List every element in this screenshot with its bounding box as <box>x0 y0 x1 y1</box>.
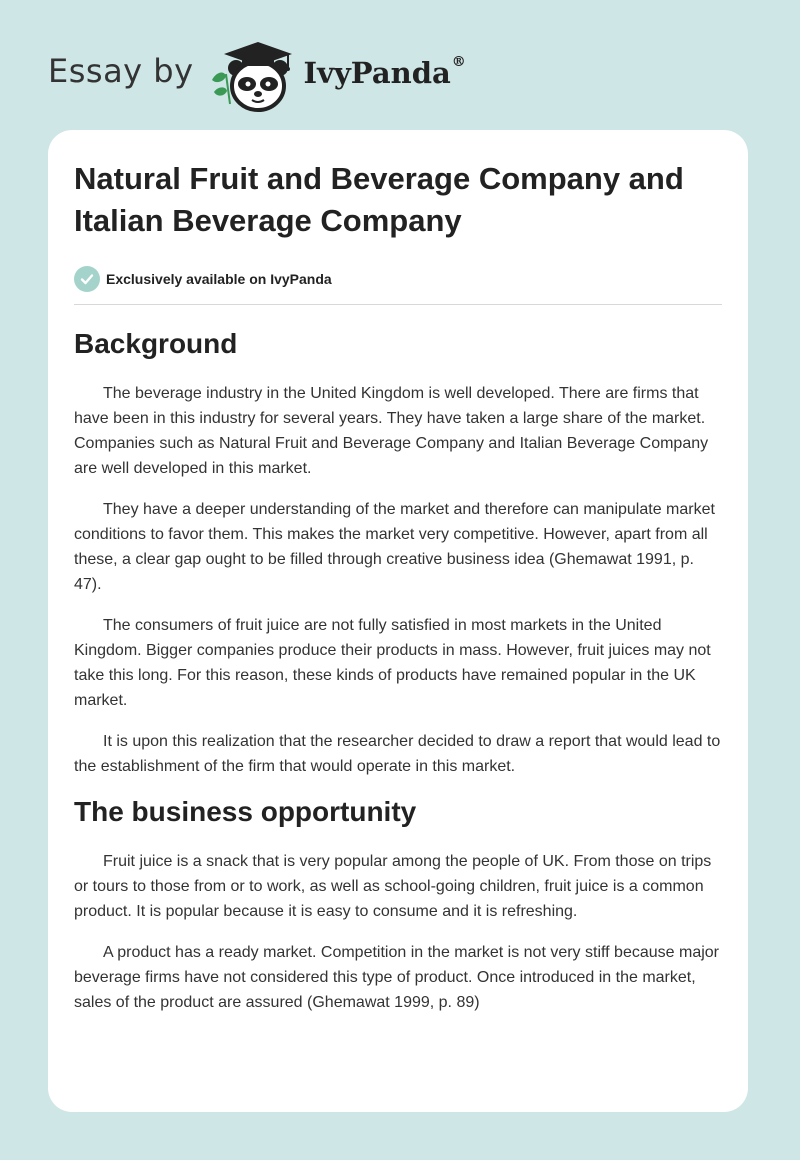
paragraph: Fruit juice is a snack that is very popular among the people of UK. From those on trips or tours to those from or to work, as well as school-going children, fruit juice is a common product. It is popular because it is easy to consume and it is refreshing. <box>74 853 712 920</box>
paragraph: They have a deeper understanding of the market and therefore can manipulate market conditions to favor them. This makes the market very competitive. However, apart from all these, a clear gap ought to be filled through creative business idea (Ghemawat 1991, p. 47). <box>74 501 715 593</box>
article-content <box>74 158 722 1031</box>
paragraph: It is upon this realization that the researcher decided to draw a report that would lead to the establishment of the firm that would operate in this market. <box>74 733 721 775</box>
exclusive-label: Exclusively available on IvyPanda <box>106 271 332 287</box>
check-circle-icon <box>74 266 100 292</box>
registered-mark: ® <box>451 54 466 70</box>
panda-graduate-icon[interactable] <box>208 34 300 114</box>
article-card <box>48 130 748 1112</box>
paragraph: The beverage industry in the United Kingdom is well developed. There are firms that have been in this industry for several years. They have taken a large share of the market. Companies such as Natural Fruit and Beverage Company and Italian Beverage Company are well developed in this market. <box>74 385 709 477</box>
section-heading-background: Background <box>74 328 238 359</box>
brand-name[interactable] <box>304 56 466 90</box>
paragraph: A product has a ready market. Competition in the market is not very stiff because major beverage firms have not considered this type of product. Once introduced in the market, sales of the product are assured (Ghemawat 1999, p. 89) <box>74 944 719 1011</box>
paragraph: The consumers of fruit juice are not fully satisfied in most markets in the United Kingdom. Bigger companies produce their products in mass. However, fruit juices may not take this long. For this reason, these kinds of products have remained popular in the UK market. <box>74 617 711 709</box>
section-heading-business-opportunity: The business opportunity <box>74 796 417 827</box>
brand-text: IvyPanda <box>303 56 451 90</box>
title-divider <box>74 304 722 305</box>
article-title: Natural Fruit and Beverage Company and Italian Beverage Company <box>74 161 684 238</box>
site-header <box>48 34 466 114</box>
exclusive-badge <box>74 266 722 292</box>
essay-by-label: Essay by <box>48 52 194 90</box>
section-body-background <box>74 381 722 779</box>
section-body-business-opportunity <box>74 849 722 1015</box>
